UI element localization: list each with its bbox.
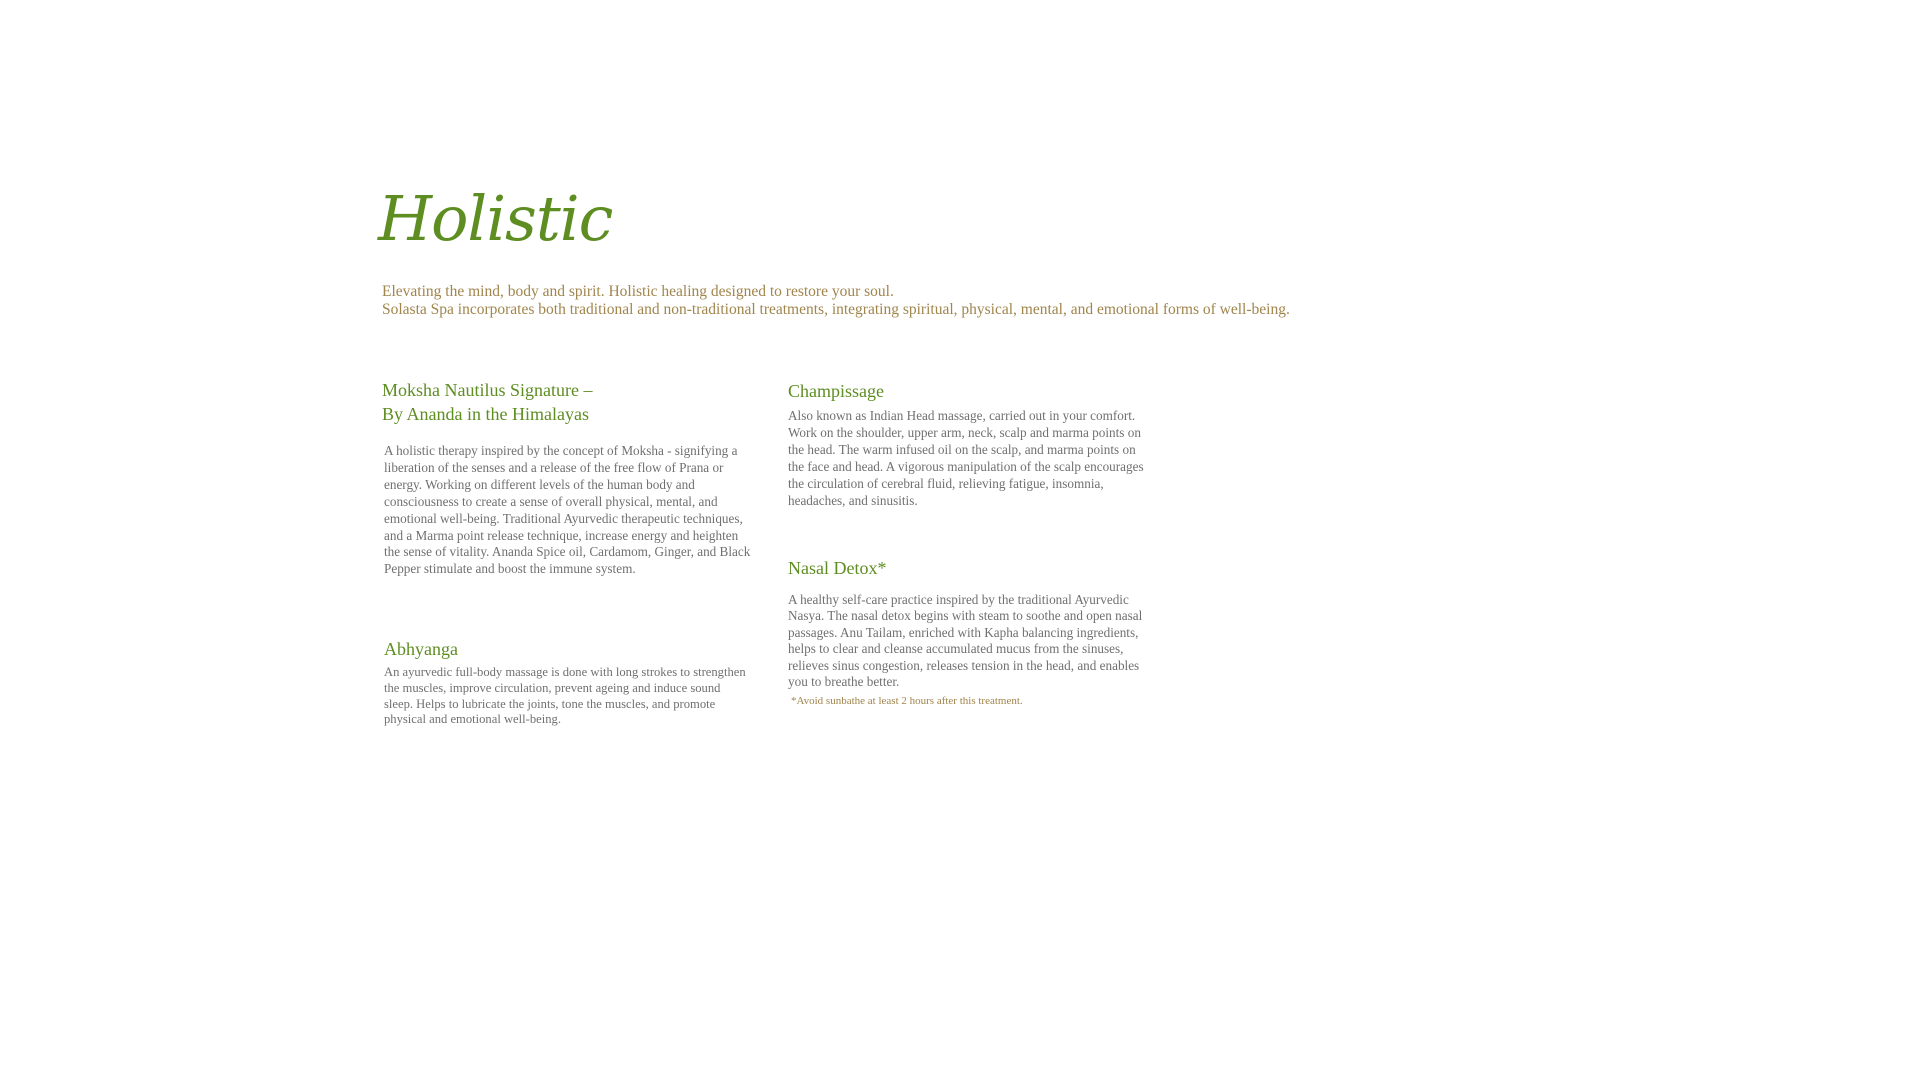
- intro-line-2: Solasta Spa incorporates both traditional and non-traditional treatments, integrating spiritual, physical, mental, and emotional forms of well-being.: [382, 301, 1290, 318]
- treatment-nasal-detox: [788, 557, 1158, 708]
- page-title: Holistic: [378, 182, 613, 255]
- treatment-champissage: [788, 380, 1158, 509]
- treatment-description-nasal-detox: A healthy self-care practice inspired by the traditional Ayurvedic Nasya. The nasal detox begins with steam to soothe and open nasal passages. Anu Tailam, enriched with Kapha balancing ingredients, helps to clear and cleanse accumulated mucus from the sinuses, relieves sinus congestion, releases tension in the head, and enables you to breathe better.: [788, 592, 1143, 690]
- treatment-name-abhyanga: Abhyanga: [384, 639, 458, 659]
- treatment-note-nasal-detox: *Avoid sunbathe at least 2 hours after this treatment.: [791, 695, 1023, 708]
- treatment-name-moksha-line2: By Ananda in the Himalayas: [382, 404, 589, 424]
- treatment-name-nasal-detox: Nasal Detox*: [788, 558, 887, 578]
- intro-line-1: Elevating the mind, body and spirit. Holistic healing designed to restore your soul.: [382, 283, 894, 300]
- treatment-name-moksha: [382, 378, 712, 426]
- treatment-abhyanga: [384, 638, 764, 728]
- treatment-description-abhyanga: An ayurvedic full-body massage is done with long strokes to strengthen the muscles, improve circulation, prevent ageing and induce sound sleep. Helps to lubricate the joints, tone the muscles, and promote physical and emotional well-being.: [384, 665, 746, 727]
- treatment-moksha: [382, 378, 762, 578]
- treatment-name-moksha-line1: Moksha Nautilus Signature –: [382, 380, 593, 400]
- treatment-description-moksha: A holistic therapy inspired by the concept of Moksha - signifying a liberation of the senses and a release of the free flow of Prana or energy. Working on different levels of the human body and consciousness to create a sense of overall physical, mental, and emotional well-being. Traditional Ayurvedic therapeutic techniques, and a Marma point release technique, increase energy and heighten the sense of vitality. Ananda Spice oil, Cardamom, Ginger, and Black Pepper stimulate and boost the immune system.: [384, 443, 751, 577]
- treatment-description-champissage: Also known as Indian Head massage, carried out in your comfort. Work on the shoulder, upper arm, neck, scalp and marma points on the head. The warm infused oil on the scalp, and marma points on the face and head. A vigorous manipulation of the scalp encourages the circulation of cerebral fluid, relieving fatigue, insomnia, headaches, and sinusitis.: [788, 408, 1144, 508]
- treatment-name-champissage: Champissage: [788, 381, 884, 401]
- intro-text: [382, 283, 1522, 319]
